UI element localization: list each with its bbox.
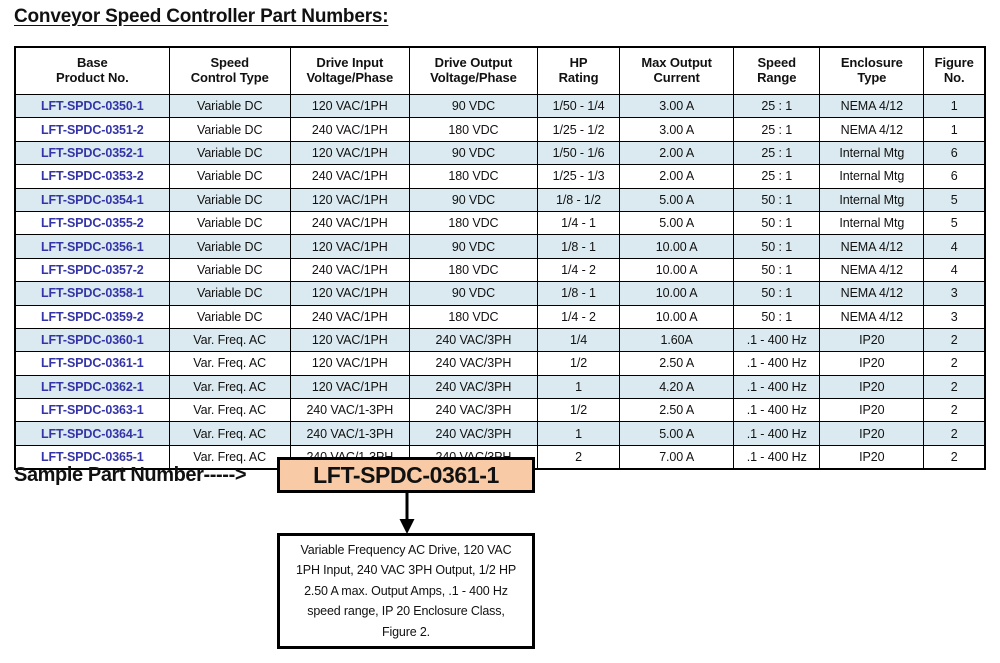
- cell-max-output-current: 2.50 A: [620, 399, 734, 422]
- cell-drive-input: 240 VAC/1PH: [290, 118, 409, 141]
- column-header-line1: Speed: [757, 55, 796, 71]
- cell-figure-no: 5: [924, 211, 985, 234]
- cell-part-no: LFT-SPDC-0362-1: [15, 375, 169, 398]
- cell-control-type: Variable DC: [169, 305, 290, 328]
- cell-hp-rating: 1/4 - 1: [538, 211, 620, 234]
- column-header-line2: No.: [943, 70, 965, 85]
- table-row: [15, 188, 985, 211]
- cell-drive-input: 120 VAC/1PH: [290, 375, 409, 398]
- cell-enclosure-type: Internal Mtg: [820, 188, 924, 211]
- cell-figure-no: 2: [924, 328, 985, 351]
- cell-figure-no: 2: [924, 375, 985, 398]
- cell-speed-range: 50 : 1: [734, 188, 820, 211]
- cell-max-output-current: 10.00 A: [620, 258, 734, 281]
- cell-control-type: Var. Freq. AC: [169, 328, 290, 351]
- cell-enclosure-type: IP20: [820, 399, 924, 422]
- cell-max-output-current: 5.00 A: [620, 422, 734, 445]
- parts-table-body: [15, 95, 985, 470]
- cell-drive-output: 90 VDC: [409, 188, 537, 211]
- cell-figure-no: 4: [924, 235, 985, 258]
- cell-speed-range: .1 - 400 Hz: [734, 422, 820, 445]
- cell-control-type: Variable DC: [169, 188, 290, 211]
- cell-control-type: Variable DC: [169, 235, 290, 258]
- cell-max-output-current: 10.00 A: [620, 282, 734, 305]
- cell-speed-range: .1 - 400 Hz: [734, 399, 820, 422]
- column-header-1: [169, 47, 290, 95]
- cell-control-type: Variable DC: [169, 282, 290, 305]
- cell-part-no: LFT-SPDC-0358-1: [15, 282, 169, 305]
- cell-speed-range: 25 : 1: [734, 141, 820, 164]
- cell-control-type: Variable DC: [169, 141, 290, 164]
- table-row: [15, 282, 985, 305]
- cell-figure-no: 4: [924, 258, 985, 281]
- cell-drive-output: 90 VDC: [409, 141, 537, 164]
- cell-drive-input: 120 VAC/1PH: [290, 352, 409, 375]
- sample-part-number-value: LFT-SPDC-0361-1: [313, 461, 499, 488]
- cell-speed-range: 50 : 1: [734, 305, 820, 328]
- cell-drive-output: 240 VAC/3PH: [409, 328, 537, 351]
- cell-max-output-current: 10.00 A: [620, 305, 734, 328]
- cell-part-no: LFT-SPDC-0364-1: [15, 422, 169, 445]
- column-header-line1: Figure: [934, 55, 974, 71]
- cell-hp-rating: 1/25 - 1/2: [538, 118, 620, 141]
- cell-part-no: LFT-SPDC-0350-1: [15, 95, 169, 118]
- sample-part-number-label: Sample Part Number----->: [14, 464, 247, 486]
- sample-part-number-box: [277, 457, 535, 493]
- cell-control-type: Var. Freq. AC: [169, 375, 290, 398]
- column-header-6: [734, 47, 820, 95]
- cell-speed-range: 25 : 1: [734, 95, 820, 118]
- column-header-4: [538, 47, 620, 95]
- down-arrow-icon: [396, 493, 418, 535]
- table-row: [15, 328, 985, 351]
- cell-speed-range: .1 - 400 Hz: [734, 445, 820, 469]
- table-row: [15, 118, 985, 141]
- column-header-line2: Product No.: [56, 70, 129, 85]
- cell-speed-range: .1 - 400 Hz: [734, 328, 820, 351]
- column-header-line1: Max Output: [641, 55, 712, 71]
- table-row: [15, 375, 985, 398]
- cell-enclosure-type: NEMA 4/12: [820, 118, 924, 141]
- cell-figure-no: 3: [924, 282, 985, 305]
- cell-speed-range: 50 : 1: [734, 282, 820, 305]
- column-header-7: [820, 47, 924, 95]
- cell-enclosure-type: NEMA 4/12: [820, 235, 924, 258]
- cell-part-no: LFT-SPDC-0360-1: [15, 328, 169, 351]
- cell-drive-output: 240 VAC/3PH: [409, 352, 537, 375]
- cell-hp-rating: 1: [538, 422, 620, 445]
- sample-description-line: speed range, IP 20 Enclosure Class,: [307, 604, 505, 619]
- cell-max-output-current: 2.00 A: [620, 141, 734, 164]
- cell-figure-no: 5: [924, 188, 985, 211]
- cell-hp-rating: 1/50 - 1/4: [538, 95, 620, 118]
- column-header-line2: Voltage/Phase: [306, 70, 394, 85]
- column-header-line2: Current: [653, 70, 700, 85]
- cell-control-type: Var. Freq. AC: [169, 445, 290, 469]
- cell-hp-rating: 1/2: [538, 352, 620, 375]
- cell-hp-rating: 1/50 - 1/6: [538, 141, 620, 164]
- cell-enclosure-type: Internal Mtg: [820, 141, 924, 164]
- cell-speed-range: 25 : 1: [734, 118, 820, 141]
- column-header-line1: Drive Input: [316, 55, 384, 71]
- table-row: [15, 352, 985, 375]
- column-header-line2: Type: [857, 70, 887, 85]
- parts-table-container: [14, 46, 986, 470]
- table-row: [15, 258, 985, 281]
- sample-description-box: [277, 533, 535, 649]
- cell-part-no: LFT-SPDC-0363-1: [15, 399, 169, 422]
- column-header-line2: Range: [757, 70, 797, 85]
- cell-max-output-current: 3.00 A: [620, 95, 734, 118]
- cell-max-output-current: 5.00 A: [620, 211, 734, 234]
- cell-drive-input: 120 VAC/1PH: [290, 282, 409, 305]
- column-header-line2: Rating: [558, 70, 599, 85]
- cell-max-output-current: 5.00 A: [620, 188, 734, 211]
- cell-part-no: LFT-SPDC-0355-2: [15, 211, 169, 234]
- cell-enclosure-type: NEMA 4/12: [820, 305, 924, 328]
- cell-max-output-current: 2.50 A: [620, 352, 734, 375]
- cell-drive-output: 180 VDC: [409, 165, 537, 188]
- parts-table: [14, 46, 986, 470]
- table-row: [15, 235, 985, 258]
- cell-max-output-current: 7.00 A: [620, 445, 734, 469]
- cell-drive-input: 240 VAC/1-3PH: [290, 399, 409, 422]
- cell-control-type: Variable DC: [169, 258, 290, 281]
- cell-part-no: LFT-SPDC-0357-2: [15, 258, 169, 281]
- cell-drive-input: 120 VAC/1PH: [290, 235, 409, 258]
- cell-part-no: LFT-SPDC-0359-2: [15, 305, 169, 328]
- cell-part-no: LFT-SPDC-0352-1: [15, 141, 169, 164]
- cell-figure-no: 3: [924, 305, 985, 328]
- cell-part-no: LFT-SPDC-0356-1: [15, 235, 169, 258]
- cell-hp-rating: 1/25 - 1/3: [538, 165, 620, 188]
- table-header-row: [15, 47, 985, 95]
- column-header-5: [620, 47, 734, 95]
- cell-control-type: Variable DC: [169, 165, 290, 188]
- table-row: [15, 165, 985, 188]
- cell-enclosure-type: IP20: [820, 375, 924, 398]
- cell-drive-output: 90 VDC: [409, 95, 537, 118]
- cell-figure-no: 2: [924, 422, 985, 445]
- cell-part-no: LFT-SPDC-0361-1: [15, 352, 169, 375]
- table-row: [15, 211, 985, 234]
- cell-figure-no: 6: [924, 165, 985, 188]
- cell-hp-rating: 1/8 - 1: [538, 282, 620, 305]
- page-title: Conveyor Speed Controller Part Numbers:: [14, 6, 389, 27]
- cell-drive-output: 180 VDC: [409, 305, 537, 328]
- cell-enclosure-type: IP20: [820, 352, 924, 375]
- cell-control-type: Variable DC: [169, 95, 290, 118]
- cell-drive-output: 240 VAC/3PH: [409, 422, 537, 445]
- cell-drive-input: 240 VAC/1PH: [290, 165, 409, 188]
- parts-table-head: [15, 47, 985, 95]
- cell-drive-input: 240 VAC/1-3PH: [290, 422, 409, 445]
- cell-enclosure-type: IP20: [820, 445, 924, 469]
- cell-figure-no: 1: [924, 118, 985, 141]
- sample-description-line: Variable Frequency AC Drive, 120 VAC: [300, 542, 512, 557]
- cell-control-type: Variable DC: [169, 118, 290, 141]
- cell-hp-rating: 2: [538, 445, 620, 469]
- cell-figure-no: 2: [924, 352, 985, 375]
- cell-enclosure-type: Internal Mtg: [820, 211, 924, 234]
- cell-hp-rating: 1/8 - 1: [538, 235, 620, 258]
- cell-speed-range: 25 : 1: [734, 165, 820, 188]
- cell-speed-range: 50 : 1: [734, 235, 820, 258]
- sample-description-line: 1PH Input, 240 VAC 3PH Output, 1/2 HP: [295, 563, 517, 578]
- cell-enclosure-type: IP20: [820, 422, 924, 445]
- cell-hp-rating: 1: [538, 375, 620, 398]
- cell-part-no: LFT-SPDC-0354-1: [15, 188, 169, 211]
- cell-speed-range: .1 - 400 Hz: [734, 352, 820, 375]
- cell-part-no: LFT-SPDC-0351-2: [15, 118, 169, 141]
- column-header-2: [290, 47, 409, 95]
- column-header-line1: Drive Output: [434, 55, 513, 71]
- cell-drive-input: 120 VAC/1PH: [290, 188, 409, 211]
- table-row: [15, 422, 985, 445]
- table-row: [15, 305, 985, 328]
- table-row: [15, 399, 985, 422]
- cell-enclosure-type: Internal Mtg: [820, 165, 924, 188]
- cell-max-output-current: 3.00 A: [620, 118, 734, 141]
- cell-figure-no: 2: [924, 399, 985, 422]
- cell-hp-rating: 1/4 - 2: [538, 305, 620, 328]
- cell-figure-no: 6: [924, 141, 985, 164]
- cell-control-type: Var. Freq. AC: [169, 422, 290, 445]
- cell-control-type: Var. Freq. AC: [169, 399, 290, 422]
- column-header-0: [15, 47, 169, 95]
- cell-control-type: Variable DC: [169, 211, 290, 234]
- cell-figure-no: 2: [924, 445, 985, 469]
- cell-max-output-current: 4.20 A: [620, 375, 734, 398]
- table-row: [15, 95, 985, 118]
- cell-hp-rating: 1/4 - 2: [538, 258, 620, 281]
- table-row: [15, 141, 985, 164]
- cell-part-no: LFT-SPDC-0365-1: [15, 445, 169, 469]
- cell-drive-output: 180 VDC: [409, 118, 537, 141]
- column-header-line1: HP: [569, 55, 588, 71]
- cell-drive-output: 90 VDC: [409, 282, 537, 305]
- cell-hp-rating: 1/2: [538, 399, 620, 422]
- cell-drive-input: 120 VAC/1PH: [290, 141, 409, 164]
- cell-max-output-current: 2.00 A: [620, 165, 734, 188]
- cell-drive-output: 90 VDC: [409, 235, 537, 258]
- cell-drive-output: 180 VDC: [409, 258, 537, 281]
- cell-speed-range: 50 : 1: [734, 258, 820, 281]
- cell-max-output-current: 1.60A: [620, 328, 734, 351]
- column-header-line1: Base: [76, 55, 108, 71]
- cell-enclosure-type: IP20: [820, 328, 924, 351]
- sample-description-line: Figure 2.: [382, 624, 430, 639]
- column-header-line1: Speed: [210, 55, 249, 71]
- column-header-line2: Control Type: [190, 70, 269, 85]
- column-header-line2: Voltage/Phase: [430, 70, 517, 85]
- cell-enclosure-type: NEMA 4/12: [820, 258, 924, 281]
- cell-figure-no: 1: [924, 95, 985, 118]
- cell-speed-range: .1 - 400 Hz: [734, 375, 820, 398]
- cell-drive-output: 240 VAC/3PH: [409, 399, 537, 422]
- cell-drive-output: 180 VDC: [409, 211, 537, 234]
- cell-max-output-current: 10.00 A: [620, 235, 734, 258]
- sample-description-line: 2.50 A max. Output Amps, .1 - 400 Hz: [304, 583, 508, 598]
- cell-part-no: LFT-SPDC-0353-2: [15, 165, 169, 188]
- cell-drive-input: 240 VAC/1PH: [290, 211, 409, 234]
- column-header-3: [409, 47, 537, 95]
- cell-drive-input: 120 VAC/1PH: [290, 95, 409, 118]
- column-header-line1: Enclosure: [840, 55, 903, 71]
- cell-drive-input: 120 VAC/1PH: [290, 328, 409, 351]
- cell-drive-output: 240 VAC/3PH: [409, 375, 537, 398]
- cell-speed-range: 50 : 1: [734, 211, 820, 234]
- cell-drive-input: 240 VAC/1PH: [290, 258, 409, 281]
- column-header-8: [924, 47, 985, 95]
- cell-hp-rating: 1/8 - 1/2: [538, 188, 620, 211]
- cell-control-type: Var. Freq. AC: [169, 352, 290, 375]
- cell-enclosure-type: NEMA 4/12: [820, 282, 924, 305]
- cell-enclosure-type: NEMA 4/12: [820, 95, 924, 118]
- cell-drive-input: 240 VAC/1PH: [290, 305, 409, 328]
- cell-hp-rating: 1/4: [538, 328, 620, 351]
